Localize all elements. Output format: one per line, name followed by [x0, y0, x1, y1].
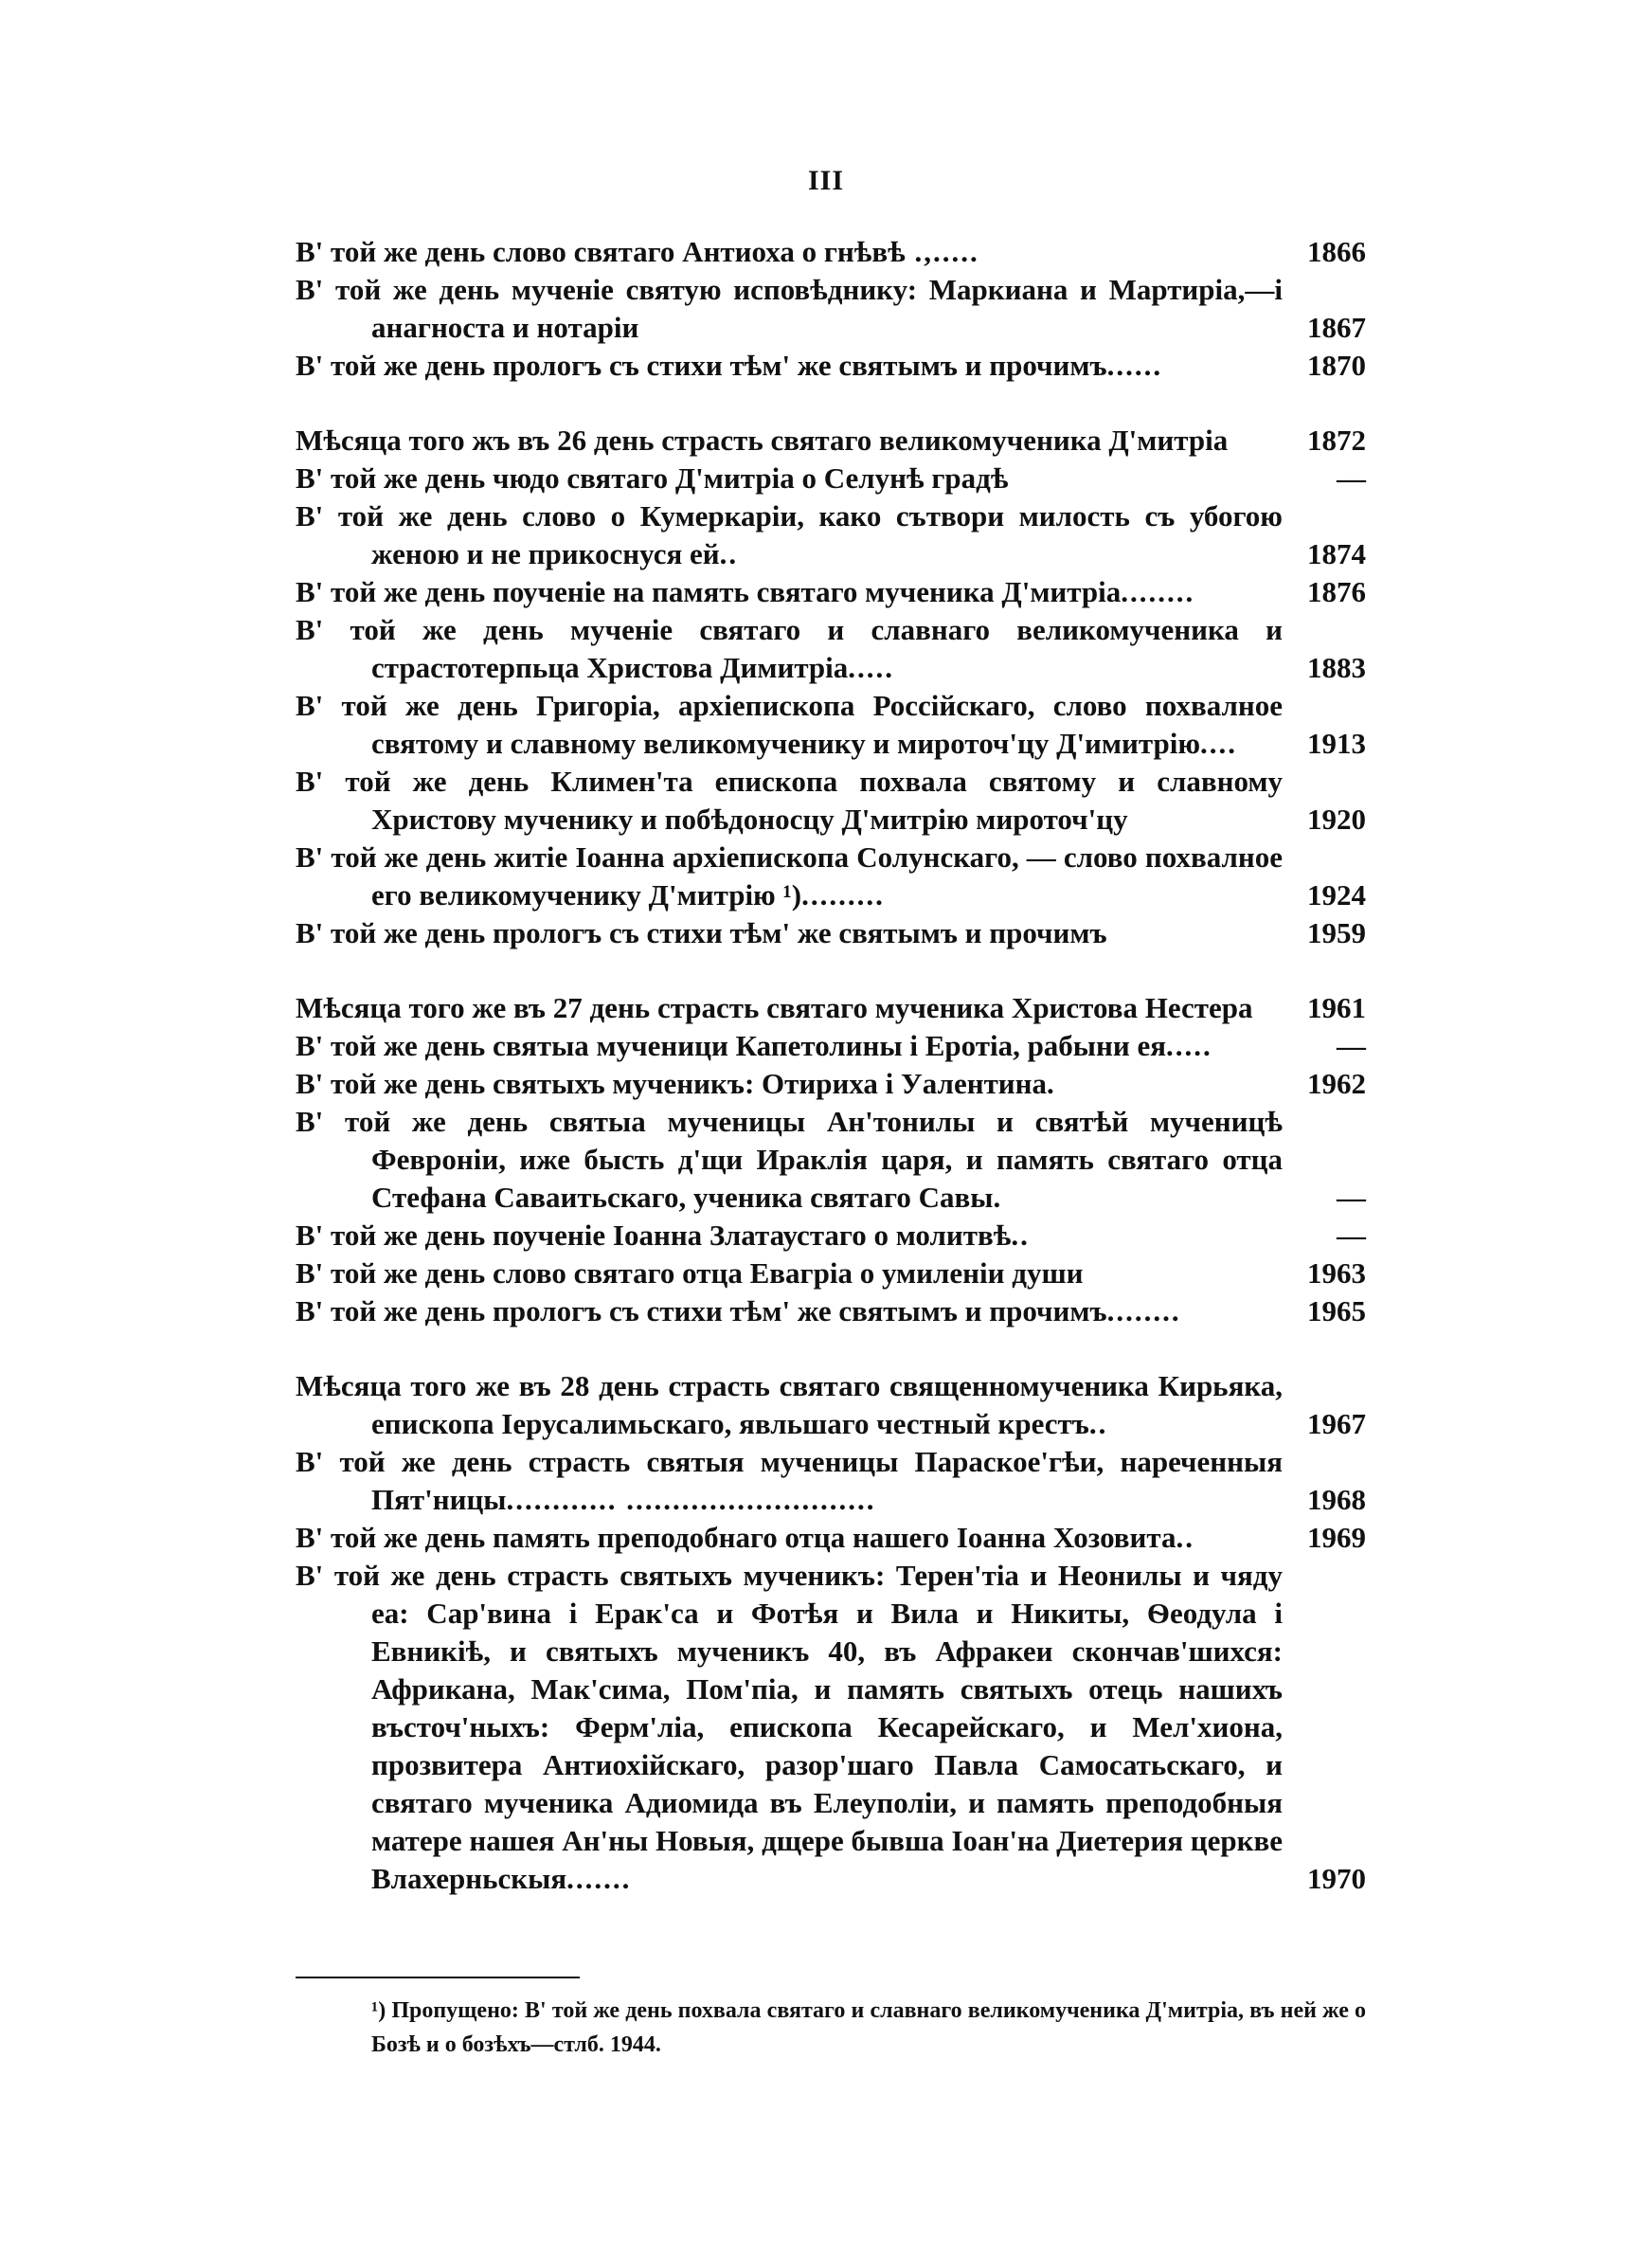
toc-entry: [296, 1367, 1366, 1443]
toc-entry: [296, 1292, 1366, 1330]
entry-leader-dots: ......: [1106, 349, 1163, 382]
toc-entry: [296, 1255, 1366, 1292]
toc-entry: [296, 1027, 1366, 1065]
entry-title: В' той же день Климен'та епископа похвала святому и славному Христову мученику и побѣдоносцу Д'митрію мироточ'цу: [296, 765, 1283, 836]
entry-leader-dots: .....: [1166, 1029, 1212, 1062]
entry-title: В' той же день святыа мученици Капетолины і Еротіа, рабыни ея.....: [296, 1029, 1212, 1062]
entry-page-number: 1968: [1307, 1483, 1366, 1516]
entry-title: В' той же день слово святаго отца Евагріа о умиленіи души: [296, 1256, 1084, 1290]
entry-leader-dots: ..: [719, 537, 739, 570]
entry-leader-dots: .: [993, 1181, 1003, 1214]
toc-section: [296, 1367, 1366, 1898]
page-number: III: [807, 165, 845, 196]
entry-page-number: 1963: [1307, 1256, 1366, 1290]
entry-page-number: —: [1337, 1029, 1366, 1062]
entry-leader-dots: .......: [566, 1862, 632, 1895]
entry-title: В' той же день прологъ съ стихи тѣм' же святымъ и прочимъ........: [296, 1294, 1181, 1327]
entry-page-number: 1920: [1307, 803, 1366, 836]
entry-page-number: 1970: [1307, 1862, 1366, 1895]
footnote-text: ¹) Пропущено: В' той же день похвала святаго и славнаго великомученика Д'митріа, въ ней же о Бозѣ и о бозѣхъ—стлб. 1944.: [371, 1998, 1366, 2057]
entry-page-number: 1969: [1307, 1521, 1366, 1554]
entry-page-number: 1874: [1307, 537, 1366, 570]
entry-page-number: 1959: [1307, 916, 1366, 949]
entry-title: В' той же день поученіе Іоанна Златаустаго о молитвѣ..: [296, 1219, 1030, 1252]
toc-entry: [296, 1065, 1366, 1103]
entry-title: Мѣсяца того же въ 27 день страсть святаго мученика Христова Нестера: [296, 991, 1253, 1024]
entry-leader-dots: .....: [848, 651, 895, 684]
toc-entry: [296, 687, 1366, 763]
entry-page-number: 1866: [1307, 235, 1366, 268]
toc-entry: [296, 422, 1366, 460]
entry-page-number: —: [1337, 461, 1366, 495]
entry-title: В' той же день святыхъ мученикъ: Отириха і Уалентина.: [296, 1067, 1056, 1100]
toc-entry: [296, 233, 1366, 271]
entry-page-number: 1870: [1307, 349, 1366, 382]
toc-entry: [296, 914, 1366, 952]
toc-entry: [296, 1557, 1366, 1898]
entry-page-number: 1913: [1307, 727, 1366, 760]
toc-section: [296, 989, 1366, 1330]
entry-leader-dots: ....: [1200, 727, 1238, 760]
toc-entry: [296, 347, 1366, 385]
toc-entry: [296, 1443, 1366, 1519]
entry-page-number: —: [1337, 1181, 1366, 1214]
toc-entry: [296, 573, 1366, 611]
footnote-divider: [296, 1977, 580, 1978]
entry-page-number: 1967: [1307, 1407, 1366, 1440]
entry-leader-dots: .,.....: [905, 235, 979, 268]
entry-page-number: 1961: [1307, 991, 1366, 1024]
entry-title: В' той же день поученіе на память святаго мученика Д'митріа........: [296, 575, 1195, 608]
entry-leader-dots: ........: [1106, 1294, 1181, 1327]
entry-title: В' той же день чюдо святаго Д'митріа о Селунѣ градѣ: [296, 461, 1009, 495]
toc-entry: [296, 460, 1366, 497]
entry-leader-dots: ........: [1121, 575, 1195, 608]
entry-page-number: 1962: [1307, 1067, 1366, 1100]
entry-page-number: 1876: [1307, 575, 1366, 608]
entry-title: Мѣсяца того жъ въ 26 день страсть святаго великомученика Д'митріа: [296, 424, 1229, 457]
entry-leader-dots: ..: [1176, 1521, 1195, 1554]
toc-entry: [296, 611, 1366, 687]
entry-page-number: 1867: [1307, 311, 1366, 344]
entry-title: В' той же день слово о Кумеркаріи, како сътвори милость съ убогою женою и не прикоснуся ей..: [296, 499, 1283, 570]
toc-entry: [296, 763, 1366, 839]
toc-entry: [296, 839, 1366, 914]
toc-section: [296, 233, 1366, 385]
entry-leader-dots: .........: [801, 878, 885, 912]
footnote: [296, 1994, 1366, 2062]
entry-leader-dots: ..: [1088, 1407, 1108, 1440]
entry-title: В' той же день память преподобнаго отца нашего Іоанна Хозовита..: [296, 1521, 1195, 1554]
entry-title: В' той же день прологъ съ стихи тѣм' же святымъ и прочимъ......: [296, 349, 1163, 382]
entry-page-number: 1965: [1307, 1294, 1366, 1327]
toc-section: [296, 422, 1366, 952]
entry-title: В' той же день страсть святыя мученицы Параское'гѣи, нареченныя Пят'ницы............ ...........................: [296, 1445, 1283, 1516]
entry-page-number: 1872: [1307, 424, 1366, 457]
toc-entry: [296, 271, 1366, 347]
entry-title: В' той же день мученіе святаго и славнаго великомученика и страстотерпьца Христова Димитріа.....: [296, 613, 1283, 684]
toc-entry: [296, 989, 1366, 1027]
entry-title: В' той же день прологъ съ стихи тѣм' же святымъ и прочимъ: [296, 916, 1107, 949]
entry-page-number: 1883: [1307, 651, 1366, 684]
entry-title: В' той же день слово святаго Антиоха о гнѣвѣ .,.....: [296, 235, 979, 268]
toc-entry: [296, 1519, 1366, 1557]
toc-entry: [296, 497, 1366, 573]
entry-title: В' той же день страсть святыхъ мученикъ: Терен'тіа и Неонилы и чяду еа: Сар'вина і Ерак'са и Фотѣя и Вила и Никиты, Ѳеодула і Евникіѣ, и святыхъ мученикъ 40, въ Афракеи скончав'шихся: Африкана, Мак'сима, Пом'піа, и память святыхъ отець нашихъ въсточ'ныхъ: Ферм'ліа, епископа Кесарейскаго, и Мел'хиона, прозвитера Антиохійскаго, разор'шаго Павла Самосатьскаго, и святаго мученика Адиомида въ Елеуполіи, и память преподобныя матере нашея Ан'ны Новыя, дщере бывша Іоан'на Диетерия церкве Влахерньскыя.......: [296, 1559, 1283, 1895]
entry-leader-dots: ............ ...........................: [506, 1483, 876, 1516]
entry-title: В' той же день житіе Іоанна архіепископа Солунскаго, — слово похвалное его великомученику Д'митрію ¹).........: [296, 840, 1283, 912]
toc-entry: [296, 1217, 1366, 1255]
entry-leader-dots: .: [1047, 1067, 1056, 1100]
entry-page-number: 1924: [1307, 878, 1366, 912]
entry-title: Мѣсяца того же въ 28 день страсть святаго священномученика Кирьяка, епископа Іерусалимьскаго, явльшаго честный крестъ..: [296, 1369, 1283, 1440]
entry-title: В' той же день Григоріа, архіепископа Россійскаго, слово похвалное святому и славному великомученику и мироточ'цу Д'имитрію....: [296, 689, 1283, 760]
toc-entry: [296, 1103, 1366, 1217]
entry-title: В' той же день святыа мученицы Ан'тонилы и святѣй мученицѣ Февроніи, иже бысть д'щи Ираклія царя, и память святаго отца Стефана Саваитьскаго, ученика святаго Савы.: [296, 1105, 1283, 1214]
entry-title: В' той же день мученіе святую исповѣднику: Маркиана и Мартиріа,—і анагноста и нотаріи: [296, 273, 1283, 344]
entry-leader-dots: ..: [1011, 1219, 1030, 1252]
entry-page-number: —: [1337, 1219, 1366, 1252]
table-of-contents: [296, 233, 1366, 1898]
